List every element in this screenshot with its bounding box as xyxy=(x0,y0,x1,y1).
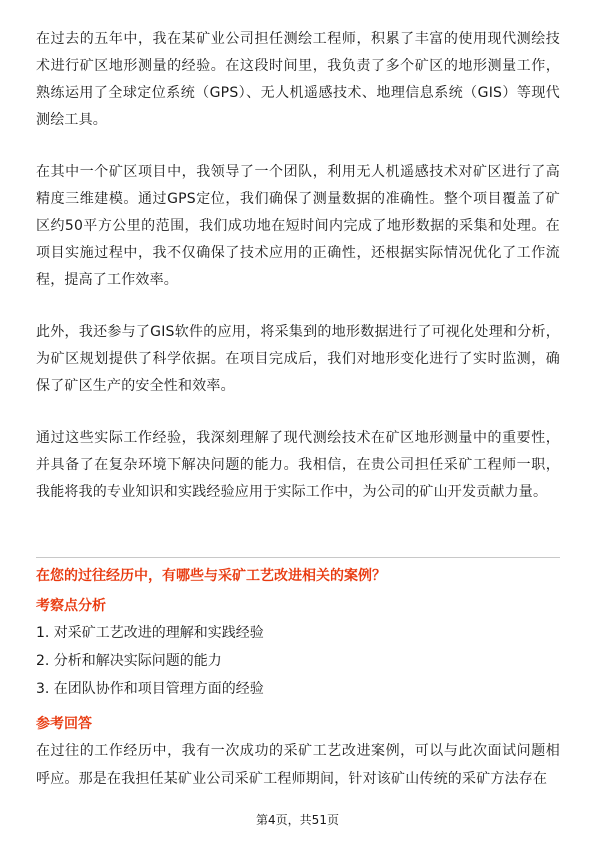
analysis-point: 3. 在团队协作和项目管理方面的经验 xyxy=(36,681,264,697)
reference-answer-text: 在过往的工作经历中，我有一次成功的采矿工艺改进案例，可以与此次面试问题相呼应。那是在我担任某矿业公司采矿工程师期间，针对该矿山传统的采矿方法存在 xyxy=(36,743,560,787)
page-number: 第4页，共51页 xyxy=(256,813,339,827)
answer-body xyxy=(36,26,560,506)
paragraph-gap xyxy=(36,294,560,319)
paragraph-project: 在其中一个矿区项目中，我领导了一个团队，利用无人机遥感技术对矿区进行了高精度三维建模。通过GPS定位，我们确保了测量数据的准确性。整个项目覆盖了矿区约50平方公里的范围，我们成功地在短时间内完成了地形数据的采集和处理。在项目实施过程中，我不仅确保了技术应用的正确性，还根据实际情况优化了工作流程，提高了工作效率。 xyxy=(36,164,560,288)
analysis-point: 2. 分析和解决实际问题的能力 xyxy=(36,653,222,669)
interview-question: 在您的过往经历中，有哪些与采矿工艺改进相关的案例？ xyxy=(36,568,386,584)
analysis-point: 1. 对采矿工艺改进的理解和实践经验 xyxy=(36,625,264,641)
paragraph-experience: 在过去的五年中，我在某矿业公司担任测绘工程师，积累了丰富的使用现代测绘技术进行矿区地形测量的经验。在这段时间里，我负责了多个矿区的地形测量工作，熟练运用了全球定位系统（GPS）、无人机遥感技术、地理信息系统（GIS）等现代测绘工具。 xyxy=(36,31,560,128)
analysis-heading: 考察点分析 xyxy=(36,598,106,614)
paragraph-gap xyxy=(36,134,560,159)
paragraph-conclusion: 通过这些实际工作经验，我深刻理解了现代测绘技术在矿区地形测量中的重要性，并具备了在复杂环境下解决问题的能力。我相信，在贵公司担任采矿工程师一职，我能将我的专业知识和实践经验应用于实际工作中，为公司的矿山开发贡献力量。 xyxy=(36,430,560,500)
paragraph-gap xyxy=(36,400,560,425)
paragraph-gis: 此外，我还参与了GIS软件的应用，将采集到的地形数据进行了可视化处理和分析，为矿区规划提供了科学依据。在项目完成后，我们对地形变化进行了实时监测，确保了矿区生产的安全性和效率。 xyxy=(36,324,560,394)
section-divider xyxy=(36,557,560,558)
reference-answer-heading: 参考回答 xyxy=(36,716,92,732)
analysis-points xyxy=(36,619,560,703)
